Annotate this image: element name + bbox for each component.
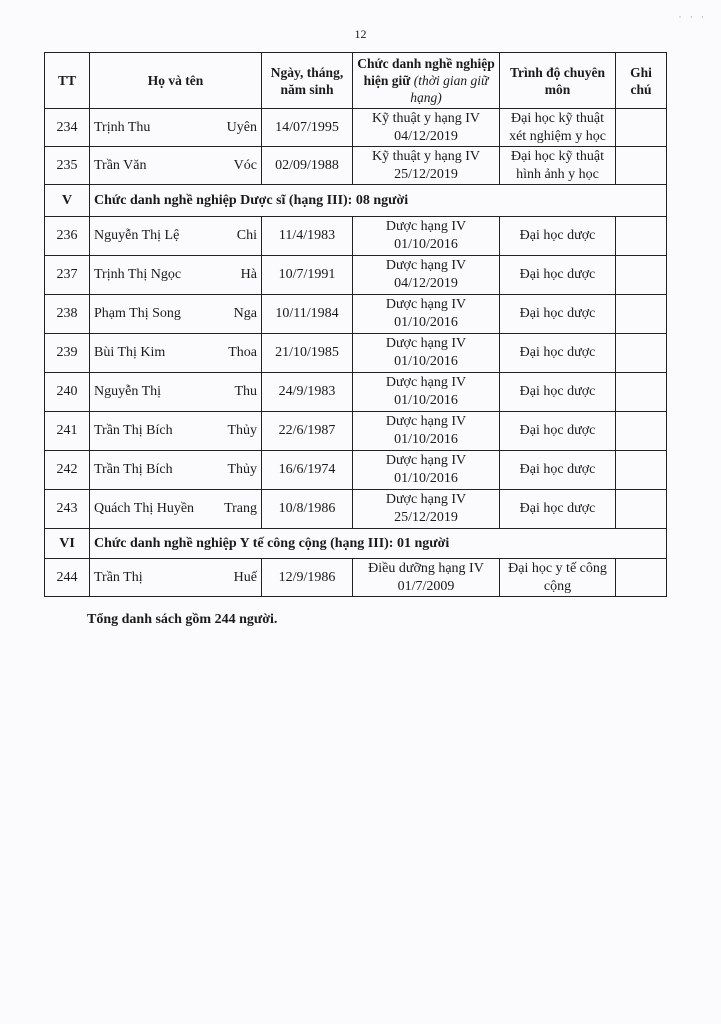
- cell-name: [90, 109, 262, 147]
- cell-position: [353, 412, 500, 451]
- cell-education: Đại học y tế công cộng: [500, 559, 616, 597]
- cell-position: [353, 334, 500, 373]
- cell-name: [90, 412, 262, 451]
- header-notes: Ghi chú: [616, 53, 667, 109]
- cell-tt: 243: [45, 490, 90, 529]
- table-row: [45, 109, 667, 147]
- cell-name: [90, 147, 262, 185]
- cell-name: [90, 451, 262, 490]
- cell-tt: 242: [45, 451, 90, 490]
- cell-name-family: Quách Thị Huyền: [94, 501, 195, 516]
- cell-dob: 02/09/1988: [262, 147, 353, 185]
- section-v-roman: V: [45, 185, 90, 217]
- table-row: [45, 490, 667, 529]
- section-vi-row: [45, 529, 667, 559]
- section-v-row: [45, 185, 667, 217]
- cell-name-given: Huế: [233, 569, 257, 585]
- cell-position: [353, 373, 500, 412]
- cell-tt: 235: [45, 147, 90, 185]
- cell-tt: 234: [45, 109, 90, 147]
- cell-name: [90, 490, 262, 529]
- cell-position-date: 25/12/2019: [394, 166, 458, 182]
- cell-position-title: Điều dưỡng hạng IV: [368, 560, 484, 576]
- cell-name-family: Trịnh Thu: [94, 119, 151, 135]
- header-education: Trình độ chuyên môn: [500, 53, 616, 109]
- cell-name-given: Uyên: [226, 119, 257, 135]
- cell-education: Đại học dược: [500, 490, 616, 529]
- section-vi-title: Chức danh nghề nghiệp Y tế công cộng (hạng III): 01 người: [90, 529, 667, 559]
- cell-name-given: Hà: [240, 267, 257, 282]
- cell-name: [90, 256, 262, 295]
- cell-name: [90, 559, 262, 597]
- cell-name-family: Trần Thị Bích: [94, 423, 173, 438]
- cell-name-family: Trần Văn: [94, 157, 147, 173]
- cell-position: [353, 295, 500, 334]
- cell-education: Đại học kỹ thuật xét nghiệm y học: [500, 109, 616, 147]
- header-row: [45, 53, 667, 109]
- cell-notes: [616, 295, 667, 334]
- cell-position-date: 25/12/2019: [394, 510, 458, 525]
- cell-notes: [616, 256, 667, 295]
- section-v-title: Chức danh nghề nghiệp Dược sĩ (hạng III): 08 người: [90, 185, 667, 217]
- cell-name-family: Trần Thị Bích: [94, 462, 173, 477]
- cell-dob: 22/6/1987: [262, 412, 353, 451]
- table-row: [45, 334, 667, 373]
- header-name: Họ và tên: [90, 53, 262, 109]
- table-row: [45, 451, 667, 490]
- cell-notes: [616, 334, 667, 373]
- cell-name-given: Thoa: [228, 345, 257, 360]
- cell-position-title: Dược hạng IV: [385, 336, 467, 351]
- cell-education: Đại học dược: [500, 295, 616, 334]
- cell-tt: 238: [45, 295, 90, 334]
- cell-dob: 24/9/1983: [262, 373, 353, 412]
- header-position-main: Chức danh nghề nghiệp hiện giữ: [357, 56, 495, 88]
- cell-position: [353, 217, 500, 256]
- cell-position-title: Dược hạng IV: [385, 258, 467, 273]
- header-position-italic: (thời gian giữ hạng): [410, 73, 489, 105]
- cell-notes: [616, 559, 667, 597]
- cell-position-title: Dược hạng IV: [385, 453, 467, 468]
- table-row: [45, 256, 667, 295]
- cell-dob: 10/8/1986: [262, 490, 353, 529]
- cell-dob: 11/4/1983: [262, 217, 353, 256]
- cell-position-title: Dược hạng IV: [385, 414, 467, 429]
- cell-position-date: 01/7/2009: [397, 578, 455, 594]
- cell-name-given: Thu: [234, 384, 257, 399]
- cell-name-family: Nguyễn Thị Lệ: [94, 228, 180, 243]
- table-row: [45, 559, 667, 597]
- cell-position-date: 01/10/2016: [394, 354, 458, 369]
- header-dob: Ngày, tháng, năm sinh: [262, 53, 353, 109]
- cell-dob: 21/10/1985: [262, 334, 353, 373]
- cell-notes: [616, 451, 667, 490]
- cell-notes: [616, 109, 667, 147]
- cell-name: [90, 373, 262, 412]
- cell-tt: 237: [45, 256, 90, 295]
- cell-dob: 16/6/1974: [262, 451, 353, 490]
- cell-position: [353, 559, 500, 597]
- table-row: [45, 217, 667, 256]
- cell-position: [353, 109, 500, 147]
- cell-position-title: Dược hạng IV: [385, 492, 467, 507]
- cell-position-date: 01/10/2016: [394, 393, 458, 408]
- cell-notes: [616, 490, 667, 529]
- cell-position-date: 01/10/2016: [394, 471, 458, 486]
- cell-education: Đại học dược: [500, 334, 616, 373]
- cell-notes: [616, 217, 667, 256]
- cell-tt: 241: [45, 412, 90, 451]
- total-summary: Tổng danh sách gồm 244 người.: [87, 612, 278, 627]
- cell-name: [90, 217, 262, 256]
- cell-position-title: Dược hạng IV: [385, 297, 467, 312]
- page-number: 12: [354, 27, 367, 41]
- cell-dob: 12/9/1986: [262, 559, 353, 597]
- cell-name-given: Thủy: [227, 462, 257, 477]
- cell-education: Đại học dược: [500, 451, 616, 490]
- cell-dob: 14/07/1995: [262, 109, 353, 147]
- cell-position-date: 04/12/2019: [394, 128, 458, 144]
- cell-education: Đại học dược: [500, 217, 616, 256]
- cell-position-title: Kỹ thuật y hạng IV: [371, 148, 481, 164]
- table-row: [45, 412, 667, 451]
- cell-name: [90, 334, 262, 373]
- cell-education: Đại học kỹ thuật hình ảnh y học: [500, 147, 616, 185]
- cell-dob: 10/7/1991: [262, 256, 353, 295]
- cell-position: [353, 451, 500, 490]
- cell-tt: 240: [45, 373, 90, 412]
- cell-position: [353, 490, 500, 529]
- cell-name-given: Thủy: [227, 423, 257, 438]
- cell-name-family: Bùi Thị Kim: [94, 345, 166, 360]
- cell-name-family: Trần Thị: [94, 569, 143, 585]
- cell-name-family: Trịnh Thị Ngọc: [94, 267, 182, 282]
- cell-position: [353, 256, 500, 295]
- cell-position: [353, 147, 500, 185]
- staff-table: [44, 52, 667, 597]
- cell-notes: [616, 412, 667, 451]
- cell-education: Đại học dược: [500, 412, 616, 451]
- cell-position-title: Kỹ thuật y hạng IV: [371, 110, 481, 126]
- scan-speckle: · · ·: [678, 12, 707, 22]
- cell-name-family: Phạm Thị Song: [94, 306, 181, 321]
- cell-position-title: Dược hạng IV: [385, 219, 467, 234]
- cell-name-family: Nguyễn Thị: [94, 384, 162, 399]
- section-vi-roman: VI: [45, 529, 90, 559]
- cell-position-date: 01/10/2016: [394, 237, 458, 252]
- cell-name-given: Vóc: [233, 157, 257, 173]
- cell-position-date: 04/12/2019: [394, 276, 458, 291]
- table-row: [45, 295, 667, 334]
- cell-notes: [616, 373, 667, 412]
- table-row: [45, 147, 667, 185]
- cell-name-given: Trang: [224, 501, 257, 516]
- cell-position-date: 01/10/2016: [394, 432, 458, 447]
- cell-position-title: Dược hạng IV: [385, 375, 467, 390]
- cell-name-given: Nga: [233, 306, 257, 321]
- header-tt: TT: [45, 53, 90, 109]
- cell-tt: 244: [45, 559, 90, 597]
- cell-education: Đại học dược: [500, 256, 616, 295]
- cell-name: [90, 295, 262, 334]
- table-row: [45, 373, 667, 412]
- cell-tt: 239: [45, 334, 90, 373]
- cell-tt: 236: [45, 217, 90, 256]
- header-position: [353, 53, 500, 109]
- cell-education: Đại học dược: [500, 373, 616, 412]
- cell-name-given: Chi: [236, 228, 257, 243]
- cell-notes: [616, 147, 667, 185]
- cell-position-date: 01/10/2016: [394, 315, 458, 330]
- cell-dob: 10/11/1984: [262, 295, 353, 334]
